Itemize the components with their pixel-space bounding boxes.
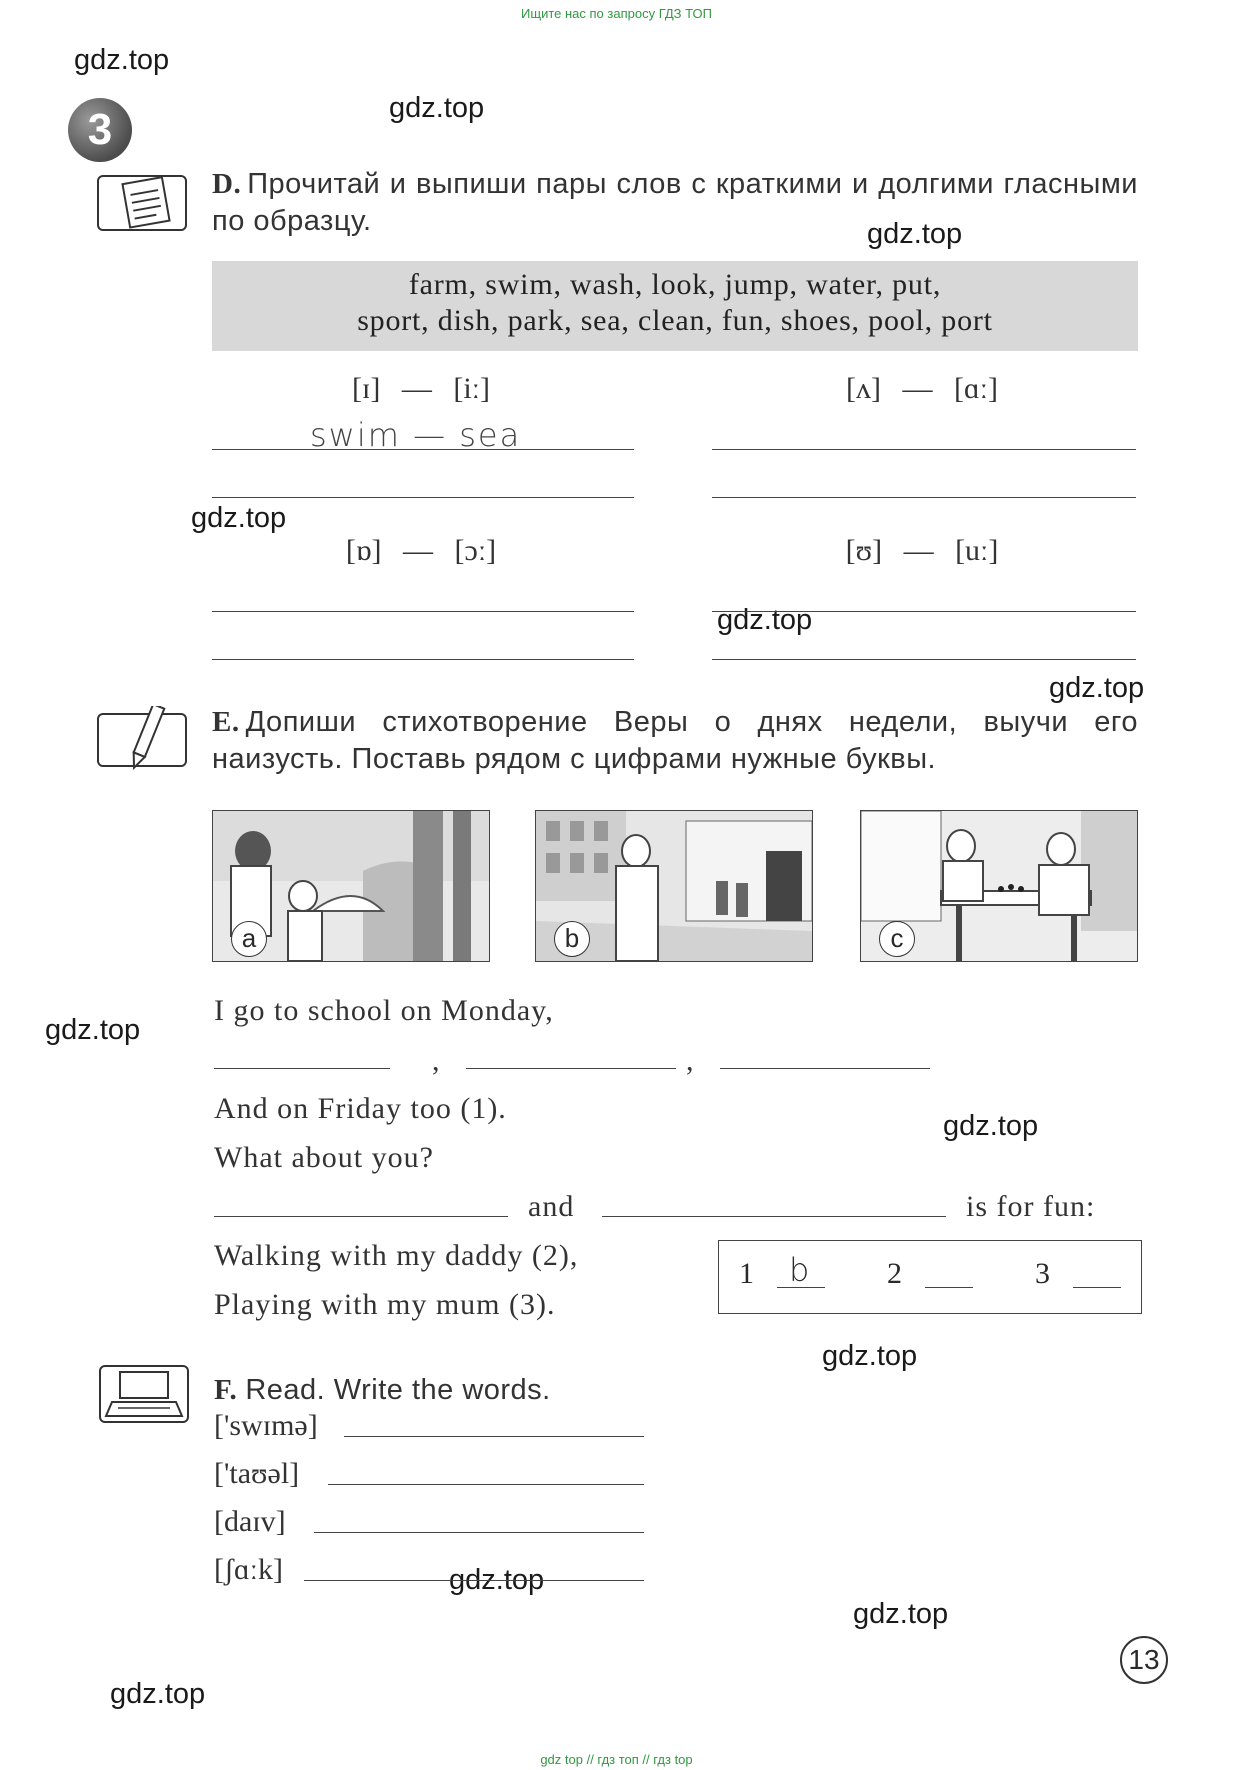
phoneme-pair-2 xyxy=(822,372,1022,406)
write-line[interactable] xyxy=(212,659,634,660)
write-line[interactable] xyxy=(212,611,634,612)
watermark: gdz.top xyxy=(45,1014,141,1046)
top-note: Ищите нас по запросу ГДЗ ТОП xyxy=(521,6,712,21)
write-line[interactable] xyxy=(602,1216,946,1217)
picture-label: a xyxy=(231,921,267,957)
transcription: [ʃɑːk] xyxy=(214,1553,283,1586)
page-number: 13 xyxy=(1120,1636,1168,1684)
answer-number: 2 xyxy=(887,1257,902,1290)
answer-line[interactable] xyxy=(925,1287,973,1288)
write-line[interactable] xyxy=(344,1436,644,1437)
write-line[interactable] xyxy=(314,1532,644,1533)
phoneme-dash: — xyxy=(902,372,933,405)
watermark: gdz.top xyxy=(943,1110,1039,1142)
watermark: gdz.top xyxy=(191,502,287,534)
answer-line[interactable] xyxy=(1073,1287,1121,1288)
phoneme-pair-4 xyxy=(822,534,1022,568)
answer-box xyxy=(718,1240,1142,1314)
poem-line-4: What about you? xyxy=(214,1141,434,1174)
transcription: ['taʊəl] xyxy=(214,1457,300,1490)
phoneme-dash: — xyxy=(403,534,434,567)
unit-badge: 3 xyxy=(68,98,132,162)
watermark: gdz.top xyxy=(717,604,813,636)
phoneme-short: [ɪ] xyxy=(352,372,381,405)
watermark: gdz.top xyxy=(389,92,485,124)
watermark: gdz.top xyxy=(74,44,170,76)
answer-number: 3 xyxy=(1035,1257,1050,1290)
word-box-line-1: farm, swim, wash, look, jump, water, put, xyxy=(408,268,942,301)
example-answer: swim — sea xyxy=(310,416,522,454)
comma: , xyxy=(432,1044,441,1077)
phoneme-short: [ʊ] xyxy=(845,534,883,567)
answer-value[interactable]: b xyxy=(789,1251,810,1289)
poem-line-7: Playing with my mum (3). xyxy=(214,1288,556,1321)
task-d-instruction xyxy=(212,166,1138,240)
phoneme-long: [ɑː] xyxy=(953,372,998,405)
poem-line-1: I go to school on Monday, xyxy=(214,994,554,1027)
computer-icon xyxy=(98,1362,190,1426)
watermark: gdz.top xyxy=(822,1340,918,1372)
write-line[interactable] xyxy=(212,497,634,498)
write-line[interactable] xyxy=(466,1068,676,1069)
picture-c xyxy=(860,810,1138,962)
word-box-line-2: sport, dish, park, sea, clean, fun, shoes, pool, port xyxy=(357,304,993,337)
phoneme-long: [ɔː] xyxy=(454,534,497,567)
poem-line-3: And on Friday too (1). xyxy=(214,1092,507,1125)
write-line[interactable] xyxy=(712,497,1136,498)
write-line[interactable] xyxy=(328,1484,644,1485)
picture-a xyxy=(212,810,490,962)
poem-is-for-fun: is for fun: xyxy=(966,1190,1096,1223)
poem-line-6: Walking with my daddy (2), xyxy=(214,1239,579,1272)
phoneme-long: [uː] xyxy=(955,534,999,567)
phoneme-pair-1 xyxy=(321,372,521,406)
picture-b xyxy=(535,810,813,962)
write-line[interactable] xyxy=(712,449,1136,450)
answer-line[interactable] xyxy=(777,1287,825,1288)
pencil-icon xyxy=(96,706,188,770)
write-line[interactable] xyxy=(712,611,1136,612)
task-d-text: Прочитай и выпиши пары слов с краткими и долгими гласными по образцу. xyxy=(212,168,1138,237)
write-line[interactable] xyxy=(720,1068,930,1069)
poem-and: and xyxy=(528,1190,575,1223)
write-line[interactable] xyxy=(214,1216,508,1217)
bottom-note: gdz top // гдз топ // гдз top xyxy=(540,1752,693,1767)
write-line[interactable] xyxy=(214,1068,390,1069)
write-line[interactable] xyxy=(304,1580,644,1581)
task-f-text: Read. Write the words. xyxy=(245,1374,551,1406)
answer-number: 1 xyxy=(739,1257,754,1290)
task-f-letter: F. xyxy=(214,1374,238,1406)
task-e-text: Допиши стихотворение Веры о днях недели, выучи его наизусть. Поставь рядом с цифрами нужные буквы. xyxy=(212,706,1138,775)
write-line[interactable] xyxy=(712,659,1136,660)
picture-label: c xyxy=(879,921,915,957)
watermark: gdz.top xyxy=(449,1564,545,1596)
phoneme-short: [ʌ] xyxy=(846,372,881,405)
phoneme-short: [ɒ] xyxy=(345,534,382,567)
picture-label: b xyxy=(554,921,590,957)
write-line[interactable] xyxy=(212,449,634,450)
notebook-list-icon xyxy=(96,170,188,234)
phoneme-long: [iː] xyxy=(453,372,490,405)
task-f-instruction xyxy=(214,1374,551,1407)
watermark: gdz.top xyxy=(1049,672,1145,704)
watermark: gdz.top xyxy=(867,218,963,250)
phoneme-dash: — xyxy=(903,534,934,567)
watermark: gdz.top xyxy=(110,1678,206,1710)
word-box xyxy=(212,261,1138,351)
watermark: gdz.top xyxy=(853,1598,949,1630)
comma: , xyxy=(686,1044,695,1077)
transcription: [daɪv] xyxy=(214,1505,286,1538)
task-d-letter: D. xyxy=(212,168,242,200)
transcription: ['swɪmə] xyxy=(214,1409,318,1442)
phoneme-pair-3 xyxy=(321,534,521,568)
task-e-instruction xyxy=(212,704,1138,778)
phoneme-dash: — xyxy=(401,372,432,405)
task-e-letter: E. xyxy=(212,706,240,738)
